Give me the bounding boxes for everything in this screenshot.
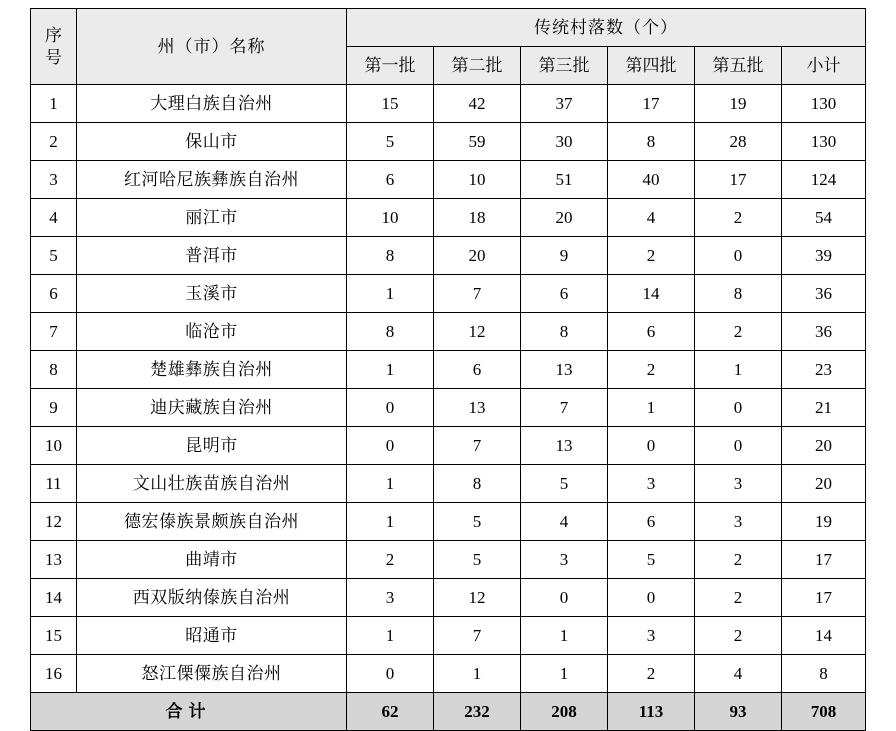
row-batch-4: 4 (608, 199, 695, 237)
row-index: 13 (31, 541, 77, 579)
row-batch-1: 2 (347, 541, 434, 579)
header-subtotal: 小计 (782, 47, 866, 85)
header-index (31, 9, 77, 85)
table-row (31, 123, 866, 161)
row-batch-5: 19 (695, 85, 782, 123)
row-batch-5: 2 (695, 541, 782, 579)
row-subtotal: 20 (782, 465, 866, 503)
row-region-name: 大理白族自治州 (77, 85, 347, 123)
row-batch-5: 2 (695, 579, 782, 617)
row-batch-5: 1 (695, 351, 782, 389)
total-batch-3: 208 (521, 693, 608, 731)
row-batch-4: 40 (608, 161, 695, 199)
row-subtotal: 36 (782, 275, 866, 313)
table-row (31, 465, 866, 503)
header-batch-1: 第一批 (347, 47, 434, 85)
row-region-name: 玉溪市 (77, 275, 347, 313)
row-batch-2: 42 (434, 85, 521, 123)
row-batch-5: 3 (695, 465, 782, 503)
row-subtotal: 19 (782, 503, 866, 541)
row-subtotal: 124 (782, 161, 866, 199)
row-batch-2: 5 (434, 541, 521, 579)
total-batch-2: 232 (434, 693, 521, 731)
header-village-count-group: 传统村落数（个） (347, 9, 866, 47)
row-batch-4: 3 (608, 617, 695, 655)
row-batch-5: 0 (695, 237, 782, 275)
row-batch-2: 12 (434, 313, 521, 351)
row-region-name: 曲靖市 (77, 541, 347, 579)
table-row (31, 389, 866, 427)
row-subtotal: 14 (782, 617, 866, 655)
row-batch-4: 1 (608, 389, 695, 427)
row-batch-1: 8 (347, 313, 434, 351)
row-batch-5: 0 (695, 427, 782, 465)
row-batch-2: 6 (434, 351, 521, 389)
row-batch-1: 1 (347, 503, 434, 541)
row-batch-4: 3 (608, 465, 695, 503)
row-subtotal: 8 (782, 655, 866, 693)
row-batch-4: 5 (608, 541, 695, 579)
row-batch-1: 5 (347, 123, 434, 161)
row-batch-1: 1 (347, 275, 434, 313)
row-batch-1: 6 (347, 161, 434, 199)
row-index: 5 (31, 237, 77, 275)
row-batch-2: 13 (434, 389, 521, 427)
header-batch-3: 第三批 (521, 47, 608, 85)
row-batch-4: 14 (608, 275, 695, 313)
row-index: 6 (31, 275, 77, 313)
row-batch-1: 1 (347, 617, 434, 655)
row-index: 2 (31, 123, 77, 161)
row-batch-4: 8 (608, 123, 695, 161)
row-subtotal: 130 (782, 85, 866, 123)
table-header-row-1 (31, 9, 866, 47)
row-batch-2: 10 (434, 161, 521, 199)
row-index: 11 (31, 465, 77, 503)
table-row (31, 313, 866, 351)
row-batch-4: 6 (608, 503, 695, 541)
row-index: 12 (31, 503, 77, 541)
row-region-name: 文山壮族苗族自治州 (77, 465, 347, 503)
row-batch-4: 2 (608, 237, 695, 275)
row-batch-4: 6 (608, 313, 695, 351)
row-batch-1: 1 (347, 465, 434, 503)
row-batch-3: 13 (521, 351, 608, 389)
row-batch-3: 3 (521, 541, 608, 579)
row-batch-3: 1 (521, 655, 608, 693)
table-row (31, 85, 866, 123)
table-total-row (31, 693, 866, 731)
row-batch-3: 51 (521, 161, 608, 199)
row-batch-2: 7 (434, 617, 521, 655)
row-batch-1: 15 (347, 85, 434, 123)
row-batch-3: 4 (521, 503, 608, 541)
header-batch-4: 第四批 (608, 47, 695, 85)
row-region-name: 迪庆藏族自治州 (77, 389, 347, 427)
row-batch-3: 13 (521, 427, 608, 465)
row-subtotal: 20 (782, 427, 866, 465)
row-batch-4: 0 (608, 427, 695, 465)
row-batch-3: 1 (521, 617, 608, 655)
row-subtotal: 36 (782, 313, 866, 351)
row-subtotal: 21 (782, 389, 866, 427)
total-batch-4: 113 (608, 693, 695, 731)
row-index: 10 (31, 427, 77, 465)
row-batch-3: 37 (521, 85, 608, 123)
row-index: 4 (31, 199, 77, 237)
table-row (31, 275, 866, 313)
row-region-name: 怒江傈僳族自治州 (77, 655, 347, 693)
row-region-name: 保山市 (77, 123, 347, 161)
table-row (31, 427, 866, 465)
row-batch-3: 30 (521, 123, 608, 161)
row-index: 15 (31, 617, 77, 655)
table-row (31, 161, 866, 199)
row-subtotal: 54 (782, 199, 866, 237)
row-subtotal: 130 (782, 123, 866, 161)
row-index: 14 (31, 579, 77, 617)
row-index: 9 (31, 389, 77, 427)
header-batch-5: 第五批 (695, 47, 782, 85)
traditional-villages-table (30, 8, 866, 731)
table-row (31, 541, 866, 579)
row-batch-1: 0 (347, 389, 434, 427)
row-subtotal: 17 (782, 579, 866, 617)
table-row (31, 579, 866, 617)
row-batch-4: 0 (608, 579, 695, 617)
row-index: 1 (31, 85, 77, 123)
row-batch-4: 2 (608, 351, 695, 389)
row-batch-4: 17 (608, 85, 695, 123)
row-batch-5: 2 (695, 199, 782, 237)
row-batch-2: 12 (434, 579, 521, 617)
row-batch-3: 0 (521, 579, 608, 617)
row-batch-3: 20 (521, 199, 608, 237)
header-batch-2: 第二批 (434, 47, 521, 85)
row-batch-1: 0 (347, 427, 434, 465)
row-batch-2: 7 (434, 275, 521, 313)
row-batch-5: 2 (695, 617, 782, 655)
row-region-name: 昭通市 (77, 617, 347, 655)
table-header (31, 9, 866, 85)
row-region-name: 丽江市 (77, 199, 347, 237)
row-region-name: 楚雄彝族自治州 (77, 351, 347, 389)
table-body (31, 85, 866, 731)
table-row (31, 351, 866, 389)
row-index: 8 (31, 351, 77, 389)
row-batch-1: 3 (347, 579, 434, 617)
row-batch-5: 0 (695, 389, 782, 427)
row-batch-5: 2 (695, 313, 782, 351)
header-region-name: 州（市）名称 (77, 9, 347, 85)
header-index-line-2: 号 (45, 47, 62, 67)
row-batch-3: 8 (521, 313, 608, 351)
table-row (31, 655, 866, 693)
row-region-name: 德宏傣族景颇族自治州 (77, 503, 347, 541)
row-batch-5: 8 (695, 275, 782, 313)
table-row (31, 617, 866, 655)
row-batch-2: 18 (434, 199, 521, 237)
row-subtotal: 23 (782, 351, 866, 389)
row-batch-5: 3 (695, 503, 782, 541)
row-region-name: 西双版纳傣族自治州 (77, 579, 347, 617)
row-batch-4: 2 (608, 655, 695, 693)
row-batch-2: 1 (434, 655, 521, 693)
total-subtotal: 708 (782, 693, 866, 731)
row-subtotal: 39 (782, 237, 866, 275)
row-batch-3: 7 (521, 389, 608, 427)
total-batch-5: 93 (695, 693, 782, 731)
row-index: 7 (31, 313, 77, 351)
row-region-name: 红河哈尼族彝族自治州 (77, 161, 347, 199)
total-batch-1: 62 (347, 693, 434, 731)
table-row (31, 237, 866, 275)
row-batch-1: 1 (347, 351, 434, 389)
row-batch-3: 9 (521, 237, 608, 275)
row-batch-2: 20 (434, 237, 521, 275)
row-subtotal: 17 (782, 541, 866, 579)
row-batch-1: 10 (347, 199, 434, 237)
row-batch-1: 8 (347, 237, 434, 275)
total-label: 合计 (31, 693, 347, 731)
row-batch-3: 6 (521, 275, 608, 313)
row-batch-3: 5 (521, 465, 608, 503)
row-batch-2: 7 (434, 427, 521, 465)
row-index: 16 (31, 655, 77, 693)
page-container (0, 8, 896, 721)
table-row (31, 503, 866, 541)
row-batch-5: 17 (695, 161, 782, 199)
row-batch-5: 28 (695, 123, 782, 161)
row-region-name: 昆明市 (77, 427, 347, 465)
row-region-name: 普洱市 (77, 237, 347, 275)
row-batch-2: 5 (434, 503, 521, 541)
row-batch-2: 59 (434, 123, 521, 161)
row-region-name: 临沧市 (77, 313, 347, 351)
table-row (31, 199, 866, 237)
header-index-line-1: 序 (45, 26, 62, 46)
row-batch-1: 0 (347, 655, 434, 693)
row-batch-5: 4 (695, 655, 782, 693)
row-index: 3 (31, 161, 77, 199)
row-batch-2: 8 (434, 465, 521, 503)
